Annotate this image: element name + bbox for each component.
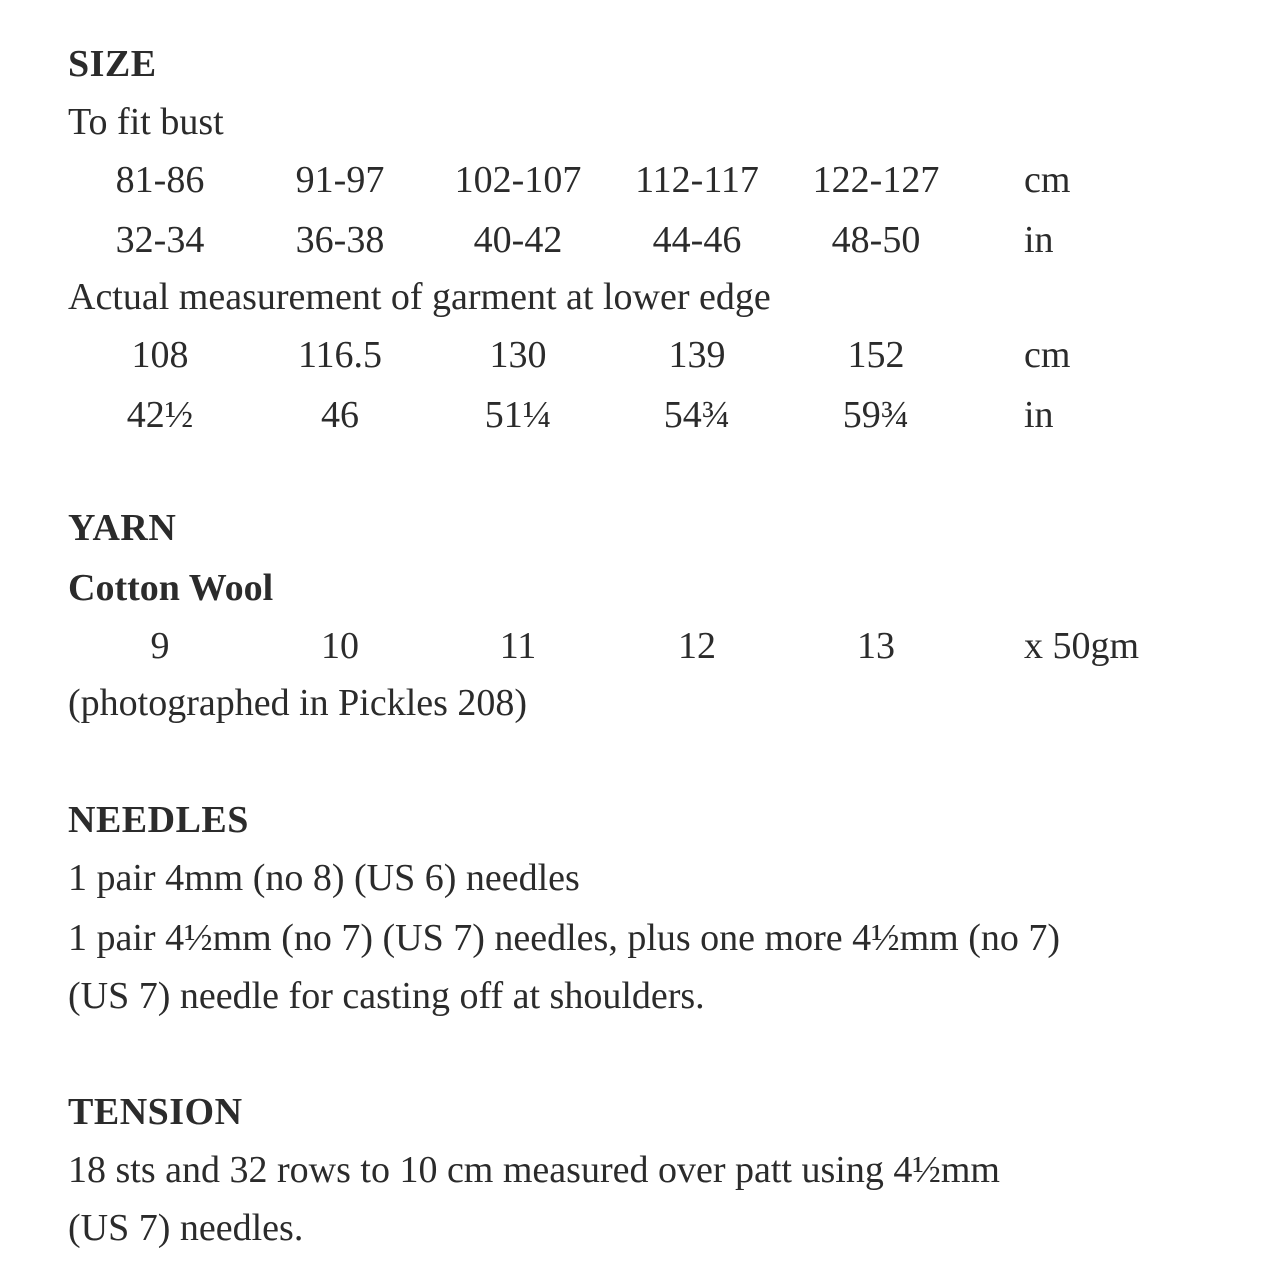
quantity-cell: 12 — [678, 625, 716, 667]
unit-label: in — [1024, 394, 1054, 436]
quantity-cell: 13 — [857, 625, 895, 667]
needles-heading: NEEDLES — [68, 799, 249, 841]
size-cell: 139 — [668, 334, 726, 376]
unit-label: cm — [1024, 159, 1071, 201]
size-cell: 40-42 — [473, 219, 563, 261]
tension-line-2: (US 7) needles. — [68, 1207, 304, 1249]
quantity-cell: 11 — [499, 625, 537, 667]
size-cell: 91-97 — [295, 159, 385, 201]
yarn-quantity-row — [0, 624, 1280, 668]
actual-measurement-label: Actual measurement of garment at lower edge — [68, 276, 771, 318]
size-cell: 54¾ — [663, 394, 731, 436]
actual-in-row — [0, 393, 1280, 437]
size-cell: 46 — [321, 394, 359, 436]
size-cell: 42½ — [126, 394, 194, 436]
tension-line-1: 18 sts and 32 rows to 10 cm measured over patt using 4½mm — [68, 1149, 1000, 1191]
size-cell: 48-50 — [831, 219, 921, 261]
needles-line-1: 1 pair 4mm (no 8) (US 6) needles — [68, 857, 580, 899]
size-cell: 130 — [489, 334, 547, 376]
unit-label: in — [1024, 219, 1054, 261]
size-cell: 51¼ — [484, 394, 552, 436]
size-heading: SIZE — [68, 43, 157, 85]
quantity-cell: 9 — [150, 625, 170, 667]
size-cell: 59¾ — [842, 394, 910, 436]
size-cell: 116.5 — [297, 334, 383, 376]
yarn-heading: YARN — [68, 507, 177, 549]
needles-line-2: 1 pair 4½mm (no 7) (US 7) needles, plus one more 4½mm (no 7) — [68, 917, 1061, 959]
yarn-name: Cotton Wool — [68, 567, 274, 609]
size-cell: 108 — [131, 334, 189, 376]
size-cell: 102-107 — [454, 159, 582, 201]
size-cell: 112-117 — [635, 159, 759, 201]
size-cell: 32-34 — [115, 219, 205, 261]
quantity-cell: 10 — [321, 625, 359, 667]
needles-line-3: (US 7) needle for casting off at shoulders. — [68, 975, 705, 1017]
size-cell: 152 — [847, 334, 905, 376]
unit-label: x 50gm — [1024, 625, 1140, 667]
actual-cm-row — [0, 333, 1280, 377]
size-cell: 44-46 — [652, 219, 742, 261]
fit-bust-in-row — [0, 218, 1280, 262]
yarn-note: (photographed in Pickles 208) — [68, 682, 528, 724]
fit-bust-cm-row — [0, 158, 1280, 202]
unit-label: cm — [1024, 334, 1071, 376]
size-cell: 36-38 — [295, 219, 385, 261]
size-cell: 81-86 — [115, 159, 205, 201]
tension-heading: TENSION — [68, 1091, 243, 1133]
fit-bust-label: To fit bust — [68, 101, 224, 143]
size-cell: 122-127 — [812, 159, 940, 201]
